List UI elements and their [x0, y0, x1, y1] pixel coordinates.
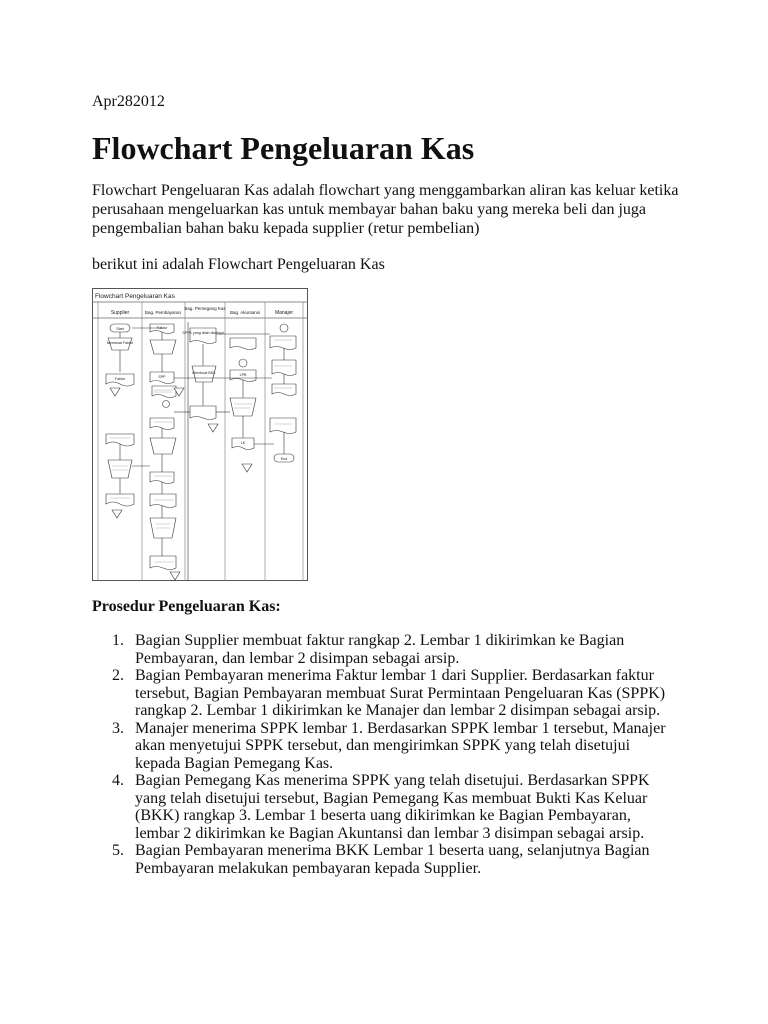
list-item — [92, 632, 682, 667]
intro-paragraph: Flowchart Pengeluaran Kas adalah flowchart yang menggambarkan aliran kas keluar ketika perusahaan mengeluarkan kas untuk membayar bahan baku yang mereka beli dan juga pengembalian bahan baku kepada supplier (retur pembelian) — [92, 182, 679, 237]
flowchart-image — [92, 288, 308, 581]
flowchart-start: Start — [116, 327, 124, 331]
step-text: Manajer menerima SPPK lembar 1. Berdasarkan SPPK lembar 1 tersebut, Manajer akan menyetujui SPPK tersebut, dan mengirimkan SPPK yang telah disetujui kepada Bagian Pemegang Kas. — [135, 719, 666, 772]
lane-pembayaran: Bag. Pembayaran — [144, 310, 182, 315]
list-item — [92, 772, 682, 842]
lane-supplier: Supplier — [110, 310, 130, 316]
procedure-list — [92, 632, 682, 877]
step-text: Bagian Pembayaran menerima Faktur lembar 1 dari Supplier. Berdasarkan faktur tersebut, Bagian Pembayaran membuat Surat Permintaan Pengeluaran Kas (SPPK) rangkap 2. Lembar 1 dikirimkan ke Manajer dan lembar 2 disimpan sebagai arsip. — [135, 667, 666, 719]
lane-akuntansi: Bag. Akuntansi — [229, 310, 261, 315]
flowchart-membuat-bkk: Membuat BKK — [192, 371, 216, 375]
step-number: 5. — [112, 842, 124, 859]
flowchart-end: End — [280, 457, 288, 461]
flowchart-faktur: Faktur — [114, 377, 126, 381]
flowchart-lpb: LPB — [239, 373, 247, 377]
flowchart-sppk: SPPK yang telah disetujui — [182, 331, 224, 335]
post-date: Apr282012 — [92, 93, 165, 110]
list-item — [92, 842, 682, 877]
flowchart-title: Flowchart Pengeluaran Kas — [95, 293, 175, 300]
flowchart-faktur-2: Faktur — [156, 326, 168, 330]
step-text: Bagian Pemegang Kas menerima SPPK yang telah disetujui. Berdasarkan SPPK yang telah disetujui tersebut, Bagian Pemegang Kas membuat Bukti Kas Keluar (BKK) rangkap 3. Lembar 1 beserta uang dikirimkan ke Bagian Pembayaran, lembar 2 dikirimkan ke Bagian Akuntansi dan lembar 3 disimpan sebagai arsip. — [135, 772, 650, 842]
step-number: 1. — [112, 632, 124, 649]
procedure-heading: Prosedur Pengeluaran Kas: — [92, 598, 281, 615]
flowchart-lk: LK — [240, 441, 246, 445]
flowchart-spp: SPP — [158, 375, 166, 379]
list-item — [92, 720, 682, 773]
step-text: Bagian Pembayaran menerima BKK Lembar 1 beserta uang, selanjutnya Bagian Pembayaran melakukan pembayaran kepada Supplier. — [135, 842, 650, 877]
step-number: 2. — [112, 667, 124, 684]
lane-pemegang-kas: Bag. Pemegang Kas — [184, 306, 226, 311]
step-text: Bagian Supplier membuat faktur rangkap 2. Lembar 1 dikirimkan ke Bagian Pembayaran, dan lembar 2 disimpan sebagai arsip. — [135, 632, 625, 667]
lane-manajer: Manajer — [274, 310, 294, 316]
step-number: 4. — [112, 772, 124, 789]
step-number: 3. — [112, 719, 124, 737]
flowchart-membuat-faktur: Membuat Faktur — [106, 341, 134, 345]
list-item — [92, 667, 682, 720]
post-title: Flowchart Pengeluaran Kas — [92, 130, 475, 166]
lead-paragraph: berikut ini adalah Flowchart Pengeluaran Kas — [92, 256, 385, 273]
